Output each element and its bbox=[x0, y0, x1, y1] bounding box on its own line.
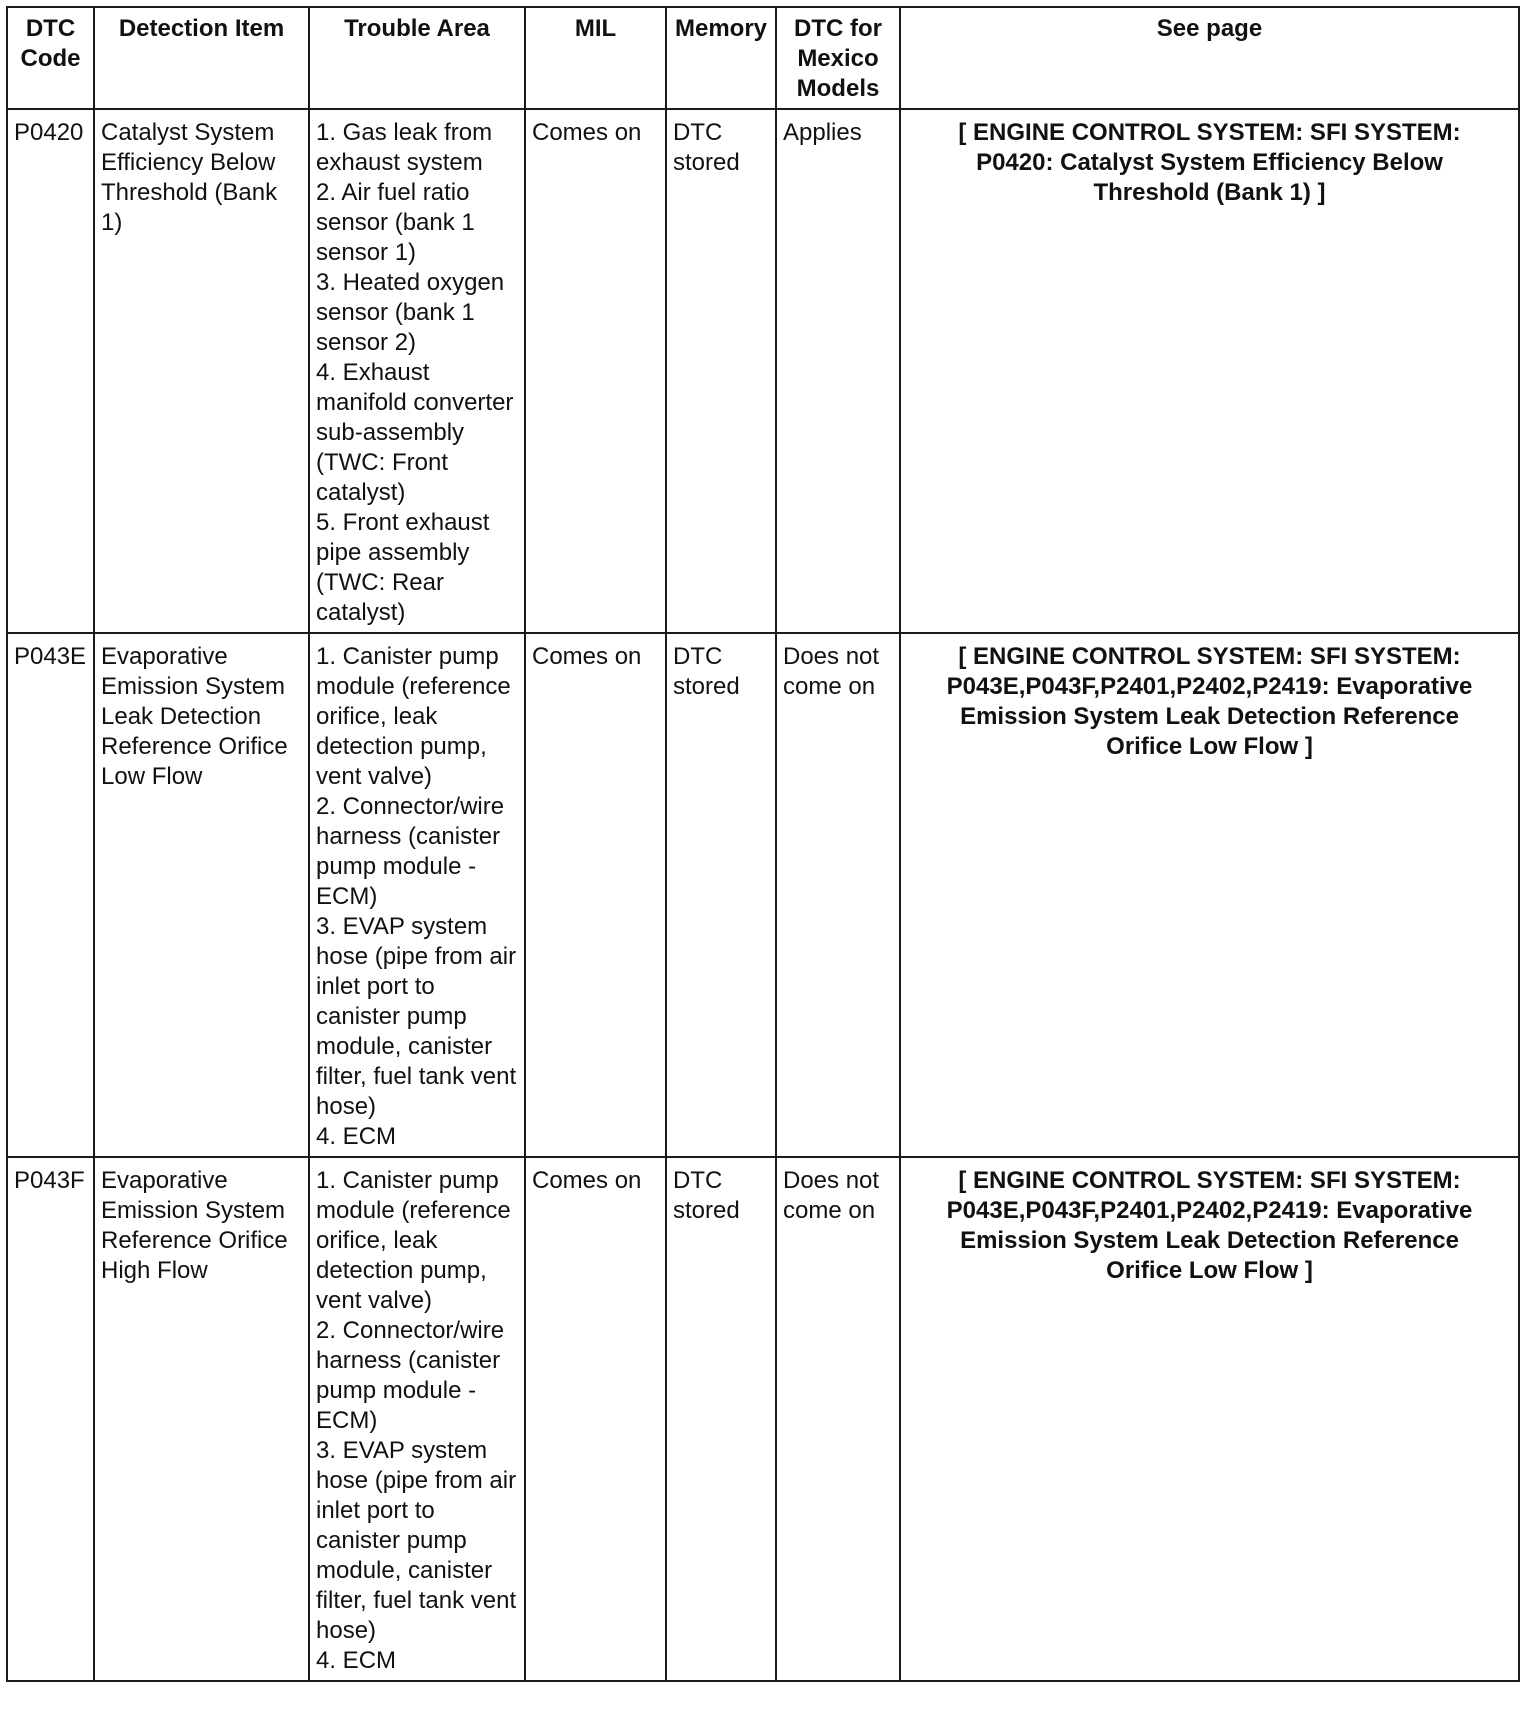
header-dtc-mexico bbox=[776, 7, 900, 109]
cell-dtc-code: P043F bbox=[7, 1157, 94, 1681]
table-row bbox=[7, 1157, 1519, 1681]
cell-see-page-link[interactable]: [ ENGINE CONTROL SYSTEM: SFI SYSTEM: P043E,P043F,P2401,P2402,P2419: Evaporative Emission System Leak Detection Reference Orifice Low Flow ] bbox=[900, 633, 1519, 1157]
header-dtc-mexico-line: Models bbox=[796, 75, 880, 102]
cell-trouble-area bbox=[309, 633, 525, 1157]
trouble-area-item: 3. EVAP system hose (pipe from air inlet port to canister pump module, canister filter, fuel tank vent hose) bbox=[316, 913, 517, 1120]
cell-detection-item: Evaporative Emission System Leak Detection Reference Orifice Low Flow bbox=[94, 633, 309, 1157]
cell-memory: DTC stored bbox=[666, 1157, 776, 1681]
header-see-page bbox=[900, 7, 1519, 109]
header-mil-line: MIL bbox=[574, 15, 617, 42]
header-dtc-code bbox=[7, 7, 94, 109]
cell-memory: DTC stored bbox=[666, 109, 776, 633]
cell-dtc-mexico: Does not come on bbox=[776, 633, 900, 1157]
trouble-area-item: 5. Front exhaust pipe assembly (TWC: Rear catalyst) bbox=[316, 509, 490, 626]
cell-memory: DTC stored bbox=[666, 633, 776, 1157]
trouble-area-item: 1. Canister pump module (reference orifice, leak detection pump, vent valve) bbox=[316, 1167, 511, 1314]
header-trouble-area bbox=[309, 7, 525, 109]
cell-see-page-link[interactable]: [ ENGINE CONTROL SYSTEM: SFI SYSTEM: P043E,P043F,P2401,P2402,P2419: Evaporative Emission System Leak Detection Reference Orifice Low Flow ] bbox=[900, 1157, 1519, 1681]
dtc-table bbox=[6, 6, 1520, 1682]
header-see-page-line: See page bbox=[1156, 15, 1263, 42]
trouble-area-item: 4. ECM bbox=[316, 1123, 397, 1150]
header-dtc-code-line: Code bbox=[20, 45, 81, 72]
header-detection-item-line: Detection Item bbox=[118, 15, 285, 42]
cell-see-page-link[interactable]: [ ENGINE CONTROL SYSTEM: SFI SYSTEM: P0420: Catalyst System Efficiency Below Threshold (Bank 1) ] bbox=[900, 109, 1519, 633]
table-row bbox=[7, 633, 1519, 1157]
header-detection-item bbox=[94, 7, 309, 109]
table-row bbox=[7, 109, 1519, 633]
cell-detection-item: Catalyst System Efficiency Below Threshold (Bank 1) bbox=[94, 109, 309, 633]
header-dtc-mexico-line: Mexico bbox=[797, 45, 879, 72]
header-mil bbox=[525, 7, 666, 109]
cell-mil: Comes on bbox=[525, 1157, 666, 1681]
header-dtc-code-line: DTC bbox=[25, 15, 76, 42]
trouble-area-item: 4. ECM bbox=[316, 1647, 397, 1674]
cell-dtc-code: P043E bbox=[7, 633, 94, 1157]
trouble-area-item: 1. Canister pump module (reference orifice, leak detection pump, vent valve) bbox=[316, 643, 511, 790]
trouble-area-item: 4. Exhaust manifold converter sub-assembly (TWC: Front catalyst) bbox=[316, 359, 514, 506]
header-row bbox=[7, 7, 1519, 109]
trouble-area-item: 2. Air fuel ratio sensor (bank 1 sensor 1) bbox=[316, 179, 475, 266]
trouble-area-item: 3. Heated oxygen sensor (bank 1 sensor 2) bbox=[316, 269, 505, 356]
trouble-area-item: 2. Connector/wire harness (canister pump module - ECM) bbox=[316, 1317, 505, 1434]
trouble-area-item: 1. Gas leak from exhaust system bbox=[316, 119, 493, 176]
cell-dtc-mexico: Does not come on bbox=[776, 1157, 900, 1681]
header-trouble-area-line: Trouble Area bbox=[344, 15, 490, 42]
cell-detection-item: Evaporative Emission System Reference Orifice High Flow bbox=[94, 1157, 309, 1681]
cell-trouble-area bbox=[309, 109, 525, 633]
header-dtc-mexico-line: DTC for bbox=[794, 15, 882, 42]
cell-mil: Comes on bbox=[525, 109, 666, 633]
cell-trouble-area bbox=[309, 1157, 525, 1681]
trouble-area-item: 3. EVAP system hose (pipe from air inlet port to canister pump module, canister filter, fuel tank vent hose) bbox=[316, 1437, 517, 1644]
header-memory bbox=[666, 7, 776, 109]
cell-dtc-code: P0420 bbox=[7, 109, 94, 633]
cell-dtc-mexico: Applies bbox=[776, 109, 900, 633]
header-memory-line: Memory bbox=[674, 15, 768, 42]
trouble-area-item: 2. Connector/wire harness (canister pump module - ECM) bbox=[316, 793, 505, 910]
cell-mil: Comes on bbox=[525, 633, 666, 1157]
